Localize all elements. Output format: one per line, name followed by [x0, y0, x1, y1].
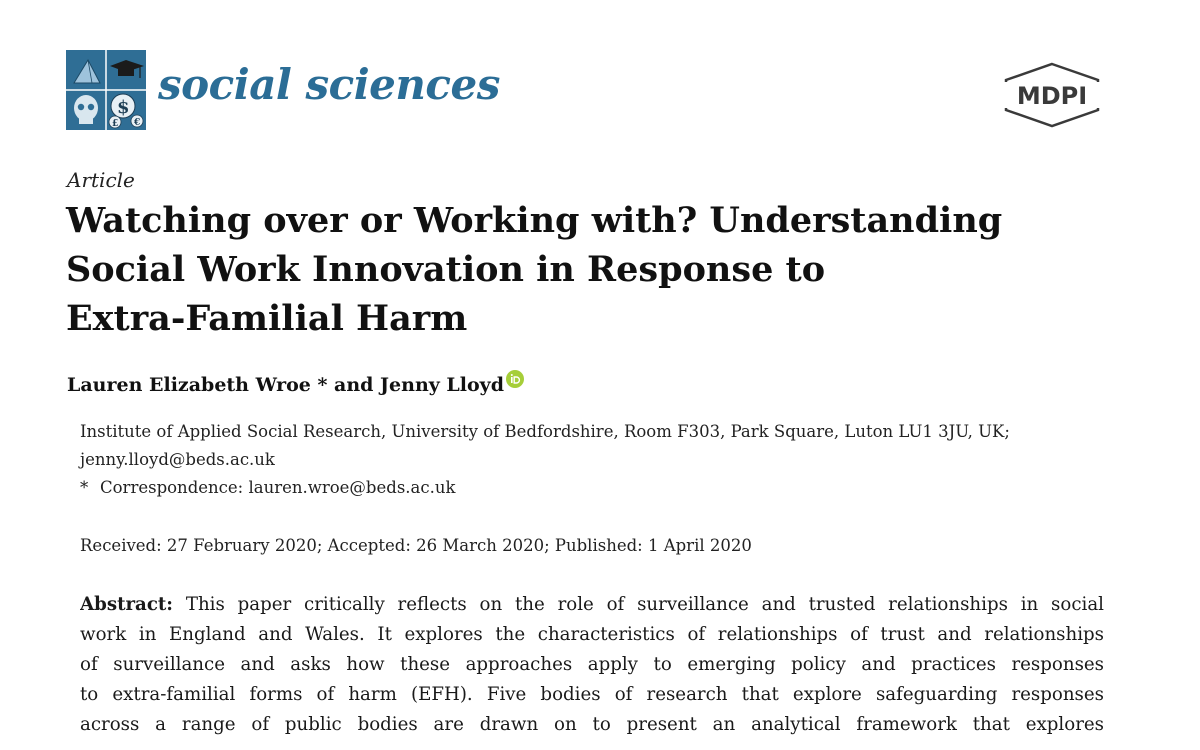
title-line: Extra-Familial Harm [66, 298, 468, 339]
title-line: Social Work Innovation in Response to [66, 249, 826, 290]
journal-name: social sciences [158, 60, 500, 109]
author-list [67, 374, 524, 396]
abstract-line: work in England and Wales. It explores the characteristics of relationships of trust and relationships [80, 624, 1104, 645]
publisher-logo [1000, 62, 1104, 128]
affiliation-block [80, 418, 1010, 502]
orcid-icon[interactable] [506, 370, 524, 388]
abstract [80, 590, 1104, 740]
correspondence [80, 474, 1010, 502]
authors-text: Lauren Elizabeth Wroe * and Jenny Lloyd [67, 374, 504, 396]
svg-text:£: £ [112, 119, 119, 129]
abstract-line: of surveillance and asks how these approaches apply to emerging policy and practices responses [80, 654, 1104, 675]
abstract-line: Abstract: This paper critically reflects on the role of surveillance and trusted relationships in social [80, 594, 1104, 615]
svg-text:€: € [134, 118, 141, 128]
article-title [66, 196, 1126, 343]
abstract-line: to extra-familial forms of harm (EFH). Five bodies of research that explore safeguarding responses [80, 684, 1104, 705]
affiliation: Institute of Applied Social Research, University of Bedfordshire, Room F303, Park Square, Luton LU1 3JU, UK; [80, 422, 1010, 441]
abstract-line: across a range of public bodies are drawn on to present an analytical framework that explores [80, 714, 1104, 735]
abstract-label: Abstract: [80, 594, 174, 615]
correspondence-mark: * [80, 478, 89, 497]
affiliation-email[interactable]: jenny.lloyd@beds.ac.uk [80, 450, 275, 469]
article-type: Article [67, 168, 135, 192]
title-line: Watching over or Working with? Understanding [66, 200, 1003, 241]
correspondence-email[interactable]: Correspondence: lauren.wroe@beds.ac.uk [100, 478, 456, 497]
svg-text:$: $ [117, 97, 130, 118]
publication-dates: Received: 27 February 2020; Accepted: 26 March 2020; Published: 1 April 2020 [80, 536, 752, 555]
svg-text:MDPI: MDPI [1016, 82, 1088, 110]
journal-logo [66, 50, 146, 130]
